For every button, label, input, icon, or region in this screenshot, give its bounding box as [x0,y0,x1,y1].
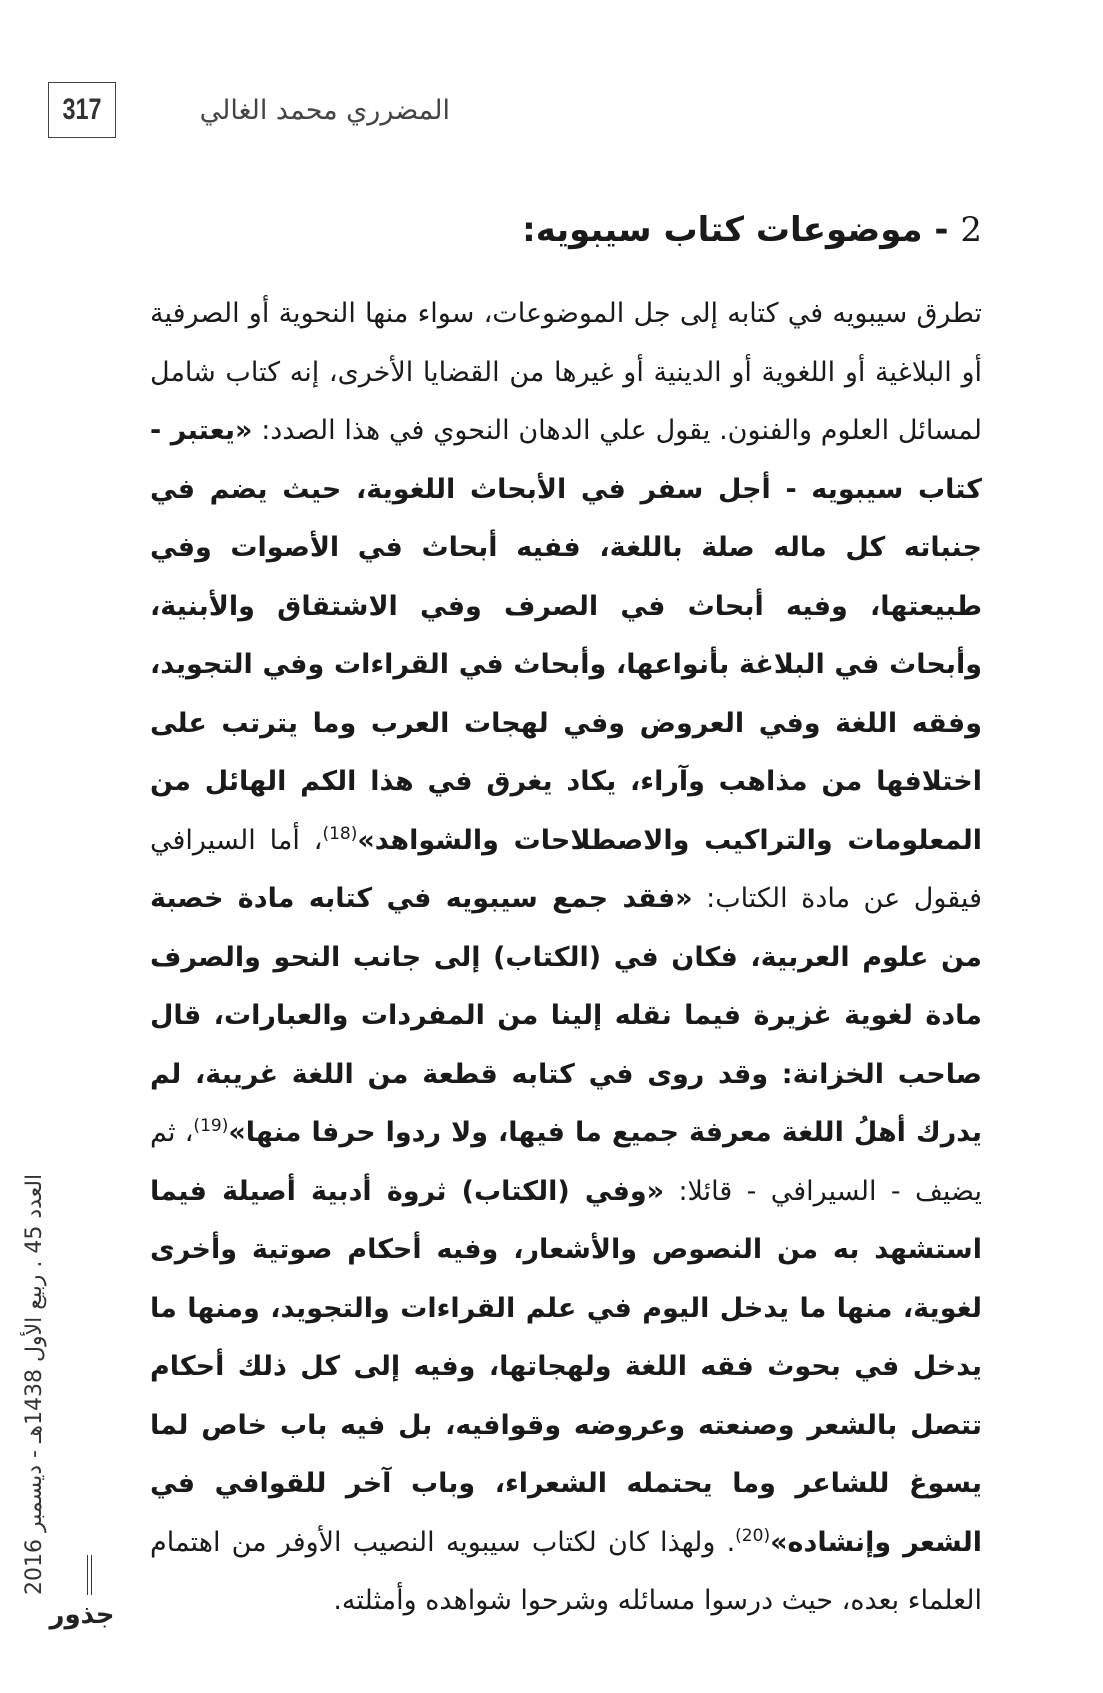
text-conclusion: . ولهذا كان لكتاب سيبويه النصيب الأوفر من اهتمام العلماء بعده، حيث درسوا مسائله وشرحوا شواهده وأمثلته. [150,1526,982,1616]
page-number: 317 [62,93,102,126]
section-title: - موضوعات كتاب سيبويه: [522,210,949,250]
quote-dahhan: «يعتبر - كتاب سيبويه - أجل سفر في الأبحاث اللغوية، حيث يضم في جنباته كل ماله صلة باللغة، ففيه أبحاث في الأصوات وفي طبيعتها، وفيه أبحاث في الصرف وفي الاشتقاق والأبنية، وأبحاث في البلاغة بأنواعها، وأبحاث في القراءات وفي التجويد، وفقه اللغة وفي العروض وفي لهجات العرب وما يترتب على اختلافها من مذاهب وآراء، يكاد يغرق في هذا الكم الهائل من المعلومات والتراكيب والاصطلاحات والشواهد» [150,415,983,856]
section-number: 2 [960,210,982,250]
section-heading [150,205,982,255]
body-paragraph [150,285,982,1631]
text-intro: تطرق سيبويه في كتابه إلى جل الموضوعات، سواء منها النحوية أو الصرفية أو البلاغية أو اللغوية أو الدينية أو غيرها من القضايا الأخرى، إنه كتاب شامل لمسائل العلوم والفنون. يقول علي الدهان النحوي في هذا الصدد: [150,298,982,446]
footnote-ref-18: (18) [322,823,358,844]
footnote-ref-19: (19) [193,1116,229,1136]
footnote-ref-20: (20) [735,1525,771,1546]
divider-line [87,1555,88,1595]
text-sirafi-intro: ، أما السيرافي فيقول عن مادة الكتاب: [150,824,982,914]
issue-info: العدد 45 . ربيع الأول 1438هـ - ديسمبر 2016 [22,1173,47,1595]
quote-sirafi-1: «فقد جمع سيبويه في كتابه مادة خصبة من علوم العربية، فكان في (الكتاب) إلى جانب النحو والصرف مادة لغوية غزيرة فيما نقله إلينا من المفردات والعبارات، قال صاحب الخزانة: وقد روى في كتابه قطعة من اللغة غريبة، لم يدرك أهلُ اللغة معرفة جميع ما فيها، ولا ردوا حرفا منها» [150,883,982,1148]
article-body [150,205,982,1631]
running-title: المضرري محمد الغالي [199,95,450,126]
journal-logo: جذور [49,1600,115,1630]
divider-line [91,1555,92,1595]
text-sirafi-adds: ، ثم يضيف - السيرافي - قائلا: [150,1117,982,1207]
page-number-box [48,82,116,138]
quote-sirafi-2: «وفي (الكتاب) ثروة أدبية أصيلة فيما استشهد به من النصوص والأشعار، وفيه أحكام صوتية وأخرى لغوية، منها ما يدخل اليوم في علم القراءات والتجويد، ومنها ما يدخل في بحوث فقه اللغة ولهجاتها، وفيه إلى كل ذلك أحكام تتصل بالشعر وصنعته وعروضه وقوافيه، بل فيه باب خاص لما يسوغ للشاعر وما يحتمله الشعراء، وباب آخر للقوافي في الشعر وإنشاده» [150,1175,982,1558]
